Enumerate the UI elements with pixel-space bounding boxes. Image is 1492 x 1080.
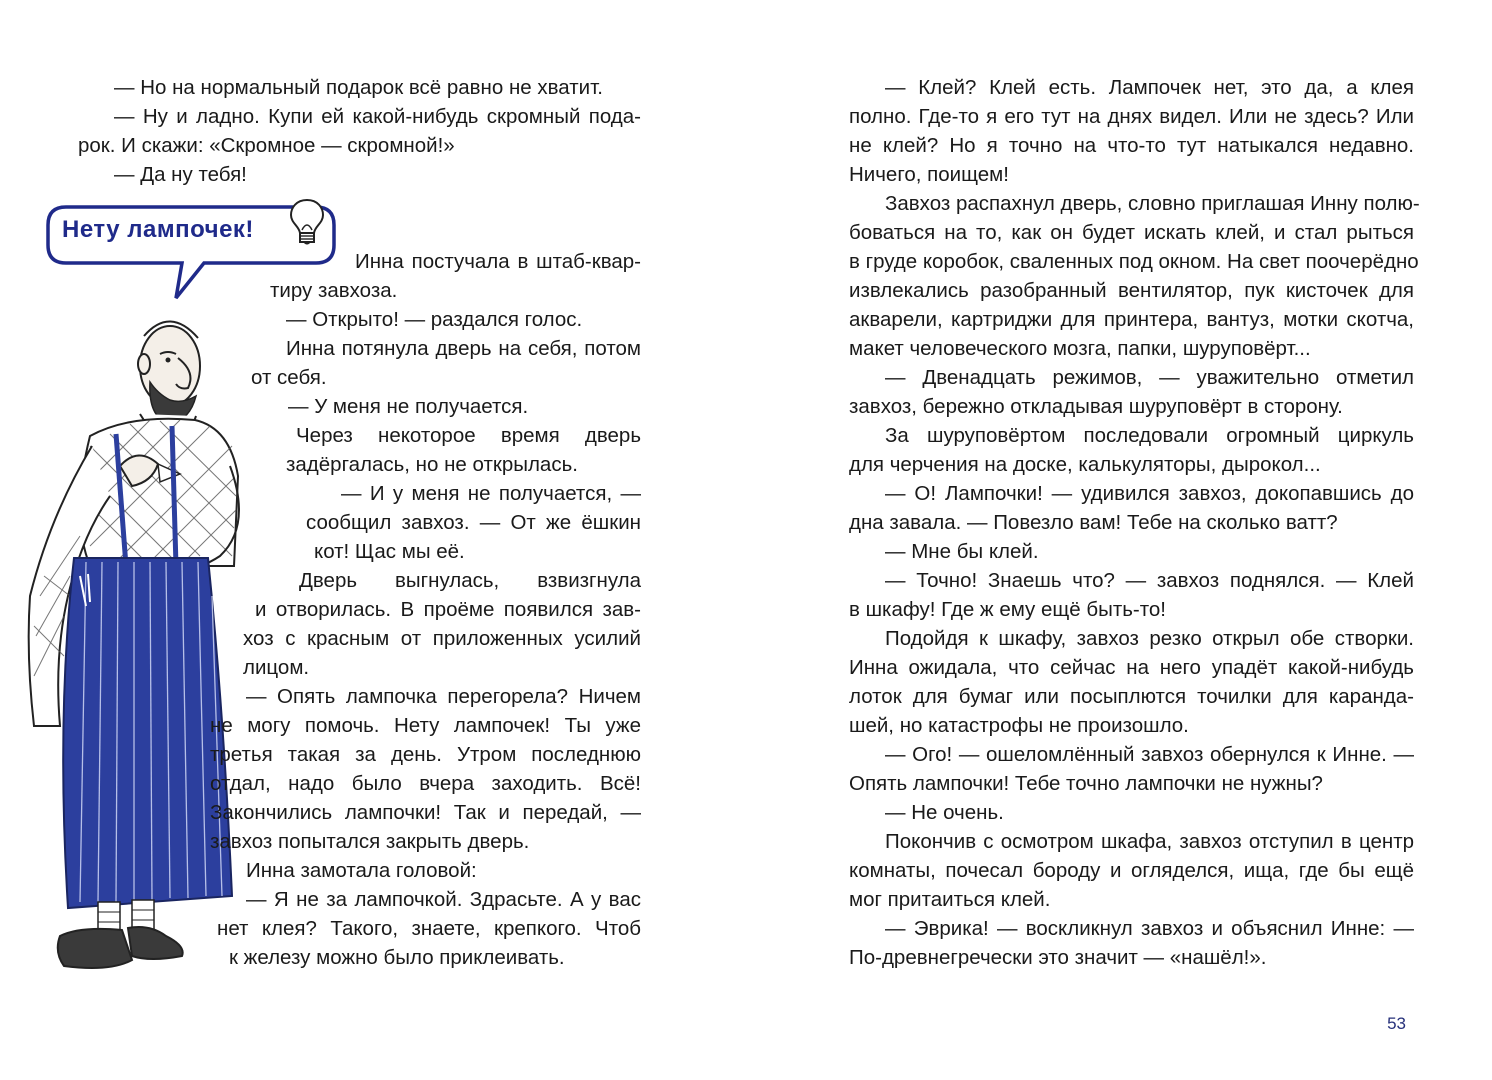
- text-line: Покончив с осмотром шкафа, завхоз отступил в центр: [885, 830, 1414, 853]
- text-line: для черчения на доске, калькуляторы, дырокол...: [849, 453, 1321, 476]
- text-line: завхоз, бережно откладывая шуруповёрт в сторону.: [849, 395, 1343, 418]
- text-line: тиру завхоза.: [270, 279, 398, 302]
- text-line: хоз с красным от приложенных усилий: [243, 627, 641, 650]
- text-line: — У меня не получается.: [288, 395, 529, 418]
- text-line: сообщил завхоз. — От же ёшкин: [306, 511, 641, 534]
- text-line: Ничего, поищем!: [849, 163, 1009, 186]
- text-line: шей, но катастрофы не произошло.: [849, 714, 1189, 737]
- text-line: третья такая за день. Утром последнюю: [210, 743, 641, 766]
- text-line: Завхоз распахнул дверь, словно приглашая Инну полю-: [885, 192, 1420, 215]
- text-line: полно. Где-то я его тут на днях видел. Или не здесь? Или: [849, 105, 1414, 128]
- text-line: акварели, картриджи для принтера, вантуз, мотки скотча,: [849, 308, 1414, 331]
- caretaker-illustration: [20, 296, 250, 996]
- text-line: отдал, надо было вчера заходить. Всё!: [210, 772, 641, 795]
- text-line: в груде коробок, сваленных под окном. На свет поочерёдно: [849, 250, 1419, 273]
- text-line: Опять лампочки! Тебе точно лампочки не нужны?: [849, 772, 1323, 795]
- text-line: Инна потянула дверь на себя, потом: [286, 337, 641, 360]
- page-number: 53: [1387, 1014, 1406, 1033]
- text-line: — Ого! — ошеломлённый завхоз обернулся к Инне. —: [885, 743, 1414, 766]
- text-line: Подойдя к шкафу, завхоз резко открыл обе створки.: [885, 627, 1414, 650]
- text-line: извлекались разобранный вентилятор, пук кисточек для: [849, 279, 1414, 302]
- text-line: макет человеческого мозга, папки, шуруповёрт...: [849, 337, 1311, 360]
- text-line: дна завала. — Повезло вам! Тебе на сколько ватт?: [849, 511, 1338, 534]
- light-bulb-icon: [287, 196, 327, 248]
- text-line: к железу можно было приклеивать.: [229, 946, 565, 969]
- text-line: — Точно! Знаешь что? — завхоз поднялся. — Клей: [885, 569, 1414, 592]
- text-line: Инна замотала головой:: [246, 859, 477, 882]
- text-line: лицом.: [243, 656, 310, 679]
- text-line: — Но на нормальный подарок всё равно не хватит.: [114, 76, 603, 99]
- text-line: — Да ну тебя!: [114, 163, 247, 186]
- text-line: Инна ожидала, что сейчас на него упадёт какой-нибудь: [849, 656, 1414, 679]
- text-line: — О! Лампочки! — удивился завхоз, докопавшись до: [885, 482, 1414, 505]
- text-line: — Ну и ладно. Купи ей какой-нибудь скромный пода-: [114, 105, 641, 128]
- text-line: За шуруповёртом последовали огромный циркуль: [885, 424, 1414, 447]
- text-line: задёргалась, но не открылась.: [286, 453, 578, 476]
- text-line: от себя.: [251, 366, 327, 389]
- text-line: завхоз попытался закрыть дверь.: [210, 830, 530, 853]
- text-line: кот! Щас мы её.: [314, 540, 465, 563]
- text-line: — Эврика! — воскликнул завхоз и объяснил Инне: —: [885, 917, 1414, 940]
- text-line: — Открыто! — раздался голос.: [286, 308, 583, 331]
- text-line: и отворилась. В проёме появился зав-: [255, 598, 641, 621]
- text-line: рок. И скажи: «Скромное — скромной!»: [78, 134, 455, 157]
- text-line: в шкафу! Где ж ему ещё быть-то!: [849, 598, 1166, 621]
- text-line: не клей? Но я точно на что-то тут натыкался недавно.: [849, 134, 1414, 157]
- text-line: лоток для бумаг или посыплются точилки для каранда-: [849, 685, 1414, 708]
- text-line: боваться на то, как он будет искать клей, и стал рыться: [849, 221, 1414, 244]
- text-line: Инна постучала в штаб-квар-: [355, 250, 641, 273]
- text-line: — Мне бы клей.: [885, 540, 1039, 563]
- text-line: комнаты, почесал бороду и огляделся, ища, где бы ещё: [849, 859, 1414, 882]
- text-line: — Опять лампочка перегорела? Ничем: [246, 685, 641, 708]
- text-line: мог притаиться клей.: [849, 888, 1051, 911]
- text-line: Закончились лампочки! Так и передай, —: [210, 801, 641, 824]
- text-line: Через некоторое время дверь: [296, 424, 641, 447]
- text-line: — Двенадцать режимов, — уважительно отметил: [885, 366, 1414, 389]
- right-page: [746, 0, 1492, 1080]
- text-line: — Я не за лампочкой. Здрасьте. А у вас: [246, 888, 641, 911]
- text-line: — Клей? Клей есть. Лампочек нет, это да, а клея: [885, 76, 1414, 99]
- text-line: — Не очень.: [885, 801, 1004, 824]
- speech-bubble-text: Нету лампочек!: [62, 216, 254, 243]
- text-line: не могу помочь. Нету лампочек! Ты уже: [210, 714, 641, 737]
- text-line: Дверь выгнулась, взвизгнула: [299, 569, 641, 592]
- text-line: По-древнегречески это значит — «нашёл!».: [849, 946, 1267, 969]
- text-line: — И у меня не получается, —: [341, 482, 641, 505]
- text-line: нет клея? Такого, знаете, крепкого. Чтоб: [217, 917, 641, 940]
